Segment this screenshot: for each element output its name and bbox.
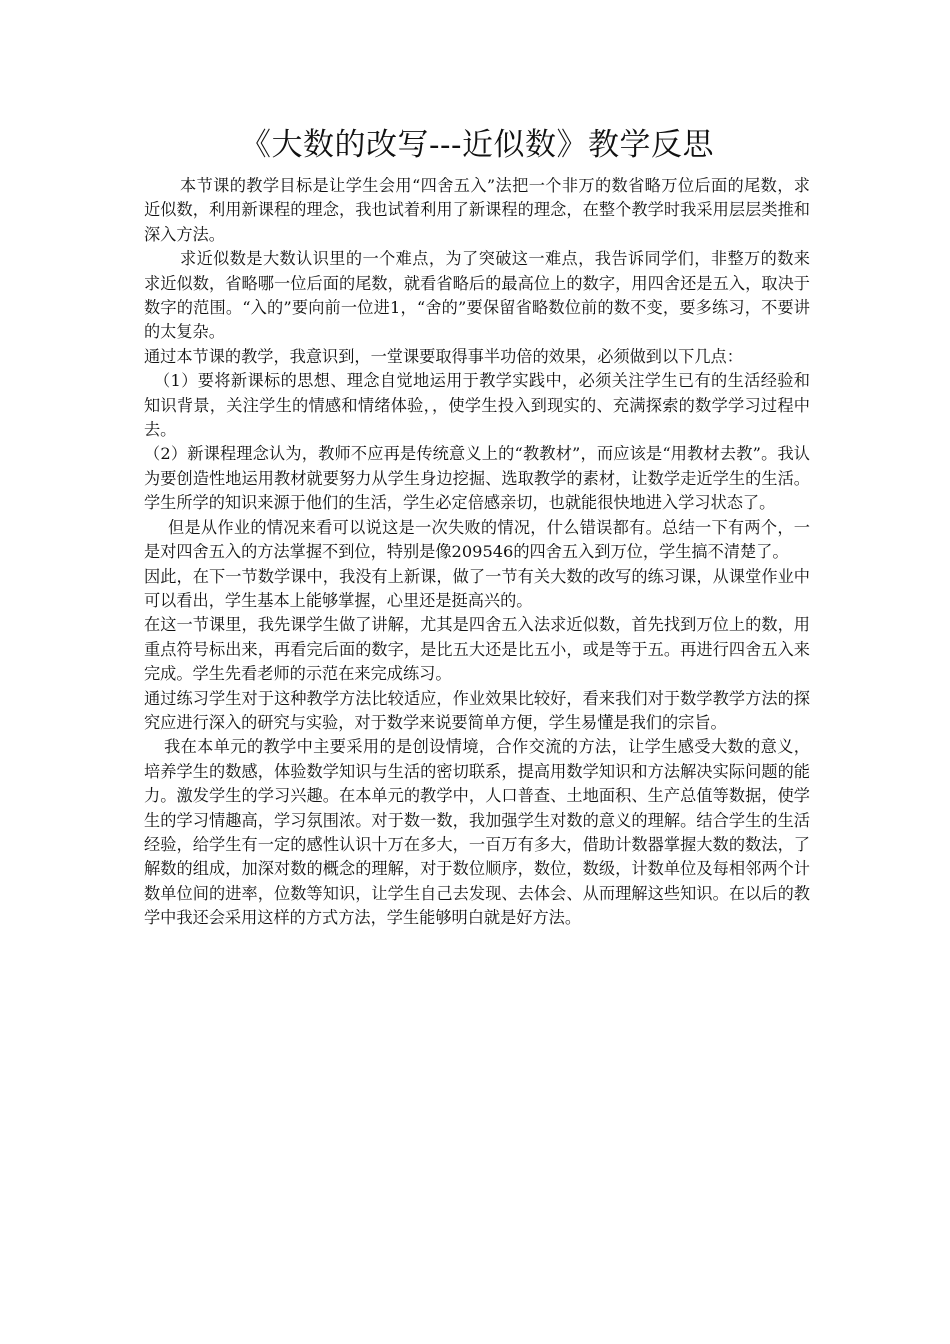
paragraph-unit-summary: 我在本单元的教学中主要采用的是创设情境，合作交流的方法，让学生感受大数的意义，培养学生的数感，体验数学知识与生活的密切联系，提高用数学知识和方法解决实际问题的能力。激发学生的学习兴趣。在本单元的教学中，人口普查、土地面积、生产总值等数据，使学生的学习情趣高，学习氛围浓。对于数一数，我加强学生对数的意义的理解。结合学生的生活经验，给学生有一定的感性认识十万在多大，一百万有多大，借助计数器掌握大数的数法，了解数的组成，加深对数的概念的理解，对于数位顺序，数位，数级，计数单位及每相邻两个计数单位间的进率，位数等知识，让学生自己去发现、去体会、从而理解这些知识。在以后的教学中我还会采用这样的方式方法，学生能够明白就是好方法。 bbox=[144, 737, 810, 928]
paragraph-homework-review: 但是从作业的情况来看可以说这是一次失败的情况，什么错误都有。总结一下有两个，一是对四舍五入的方法掌握不到位，特别是像209546的四舍五入到万位，学生搞不清楚了。 bbox=[144, 517, 810, 562]
paragraph-difficulty: 求近似数是大数认识里的一个难点，为了突破这一难点，我告诉同学们，非整万的数来求近似数，省略哪一位后面的尾数，就看省略后的最高位上的数字，用四舍还是五入，取决于数字的范围。“入的”要向前一位进1，“舍的”要保留省略数位前的数不变，要多练习，不要讲的太复杂。 bbox=[144, 249, 810, 342]
paragraph-explanation: 在这一节课里，我先课学生做了讲解，尤其是四舍五入法求近似数，首先找到万位上的数，用重点符号标出来，再看完后面的数字，是比五大还是比五小，或是等于五。再进行四舍五入来完成。学生先看老师的示范在来完成练习。 bbox=[144, 615, 810, 684]
paragraph-point-1: （1）要将新课标的思想、理念自觉地运用于教学实践中，必须关注学生已有的生活经验和知识背景，关注学生的情感和情绪体验，，使学生投入到现实的、充满探索的数学学习过程中去。 bbox=[144, 371, 810, 440]
paragraph-practice-lesson: 因此，在下一节数学课中，我没有上新课，做了一节有关大数的改写的练习课，从课堂作业中可以看出，学生基本上能够掌握，心里还是挺高兴的。 bbox=[144, 566, 810, 610]
document-page bbox=[144, 122, 810, 931]
paragraph-point-2: （2）新课程理念认为，教师不应再是传统意义上的“教教材”，而应该是“用教材去教”。我认为要创造性地运用教材就要努力从学生身边挖掘、选取教学的素材，让数学走近学生的生活。学生所学的知识来源于他们的生活，学生必定倍感亲切，也就能很快地进入学习状态了。 bbox=[144, 444, 810, 513]
paragraph-reflection-intro: 通过本节课的教学，我意识到，一堂课要取得事半功倍的效果，必须做到以下几点： bbox=[144, 346, 743, 366]
paragraph-teaching-goal: 本节课的教学目标是让学生会用“四舍五入”法把一个非万的数省略万位后面的尾数，求近似数，利用新课程的理念，我也试着利用了新课程的理念，在整个教学时我采用层层类推和深入方法。 bbox=[144, 176, 810, 244]
document-title: 《大数的改写---近似数》教学反思 bbox=[240, 127, 714, 163]
paragraph-practice-result: 通过练习学生对于这种教学方法比较适应，作业效果比较好，看来我们对于数学教学方法的探究应进行深入的研究与实验，对于数学来说要简单方便，学生易懂是我们的宗旨。 bbox=[144, 688, 810, 732]
